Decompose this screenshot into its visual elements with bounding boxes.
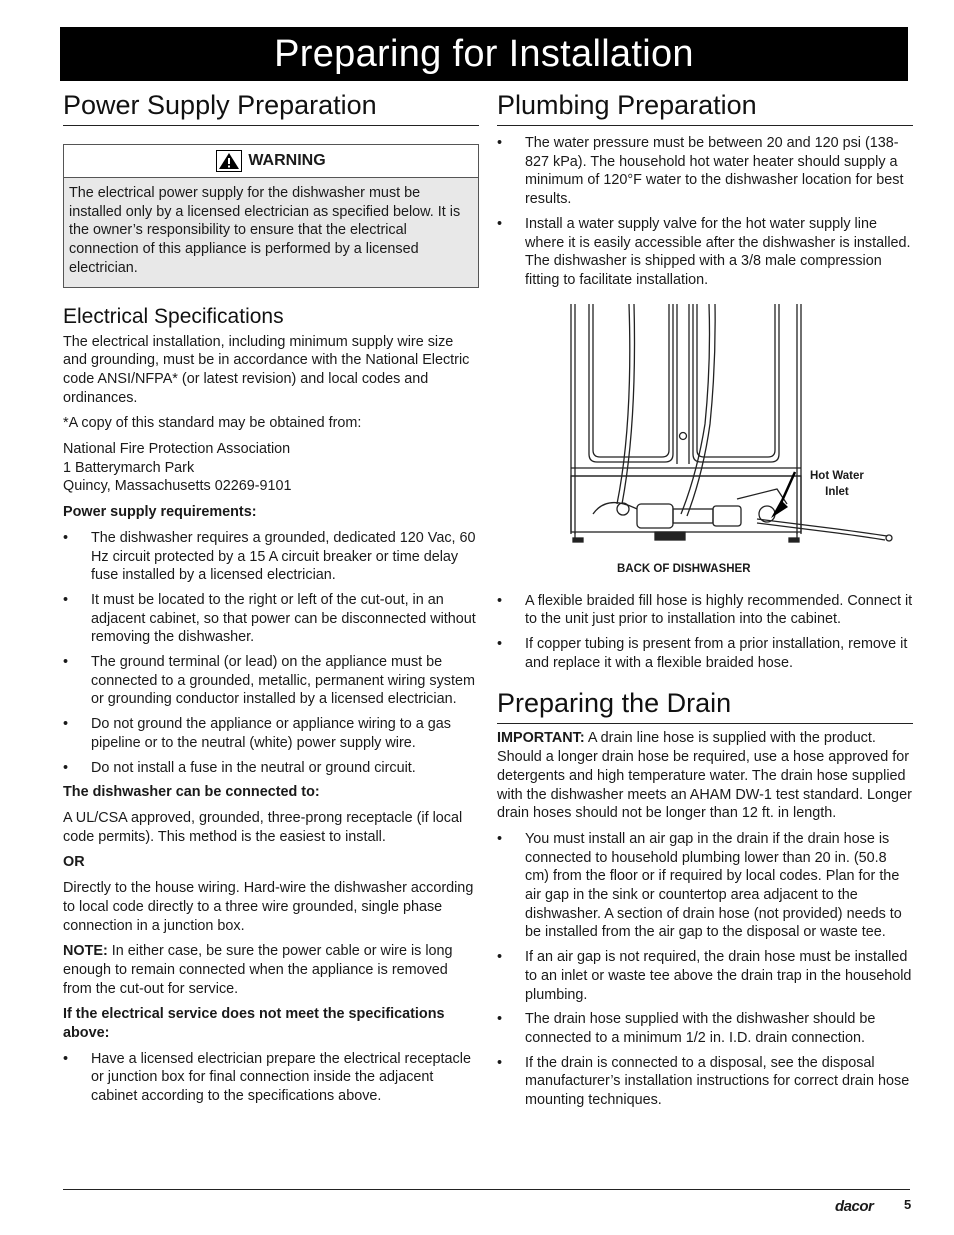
power-supply-heading: Power Supply Preparation — [63, 88, 479, 126]
list-item: • If an air gap is not required, the drain hose must be installed to an inlet or waste tee above the drain trap in the household plumbing. — [497, 948, 913, 1004]
connection-option-hardwire: Directly to the house wiring. Hard-wire the dishwasher according to local code directly to a three wire grounded, single phase connection in a junction box. — [63, 880, 474, 934]
service-list — [63, 1050, 479, 1106]
list-item: • Do not install a fuse in the neutral or ground circuit. — [63, 759, 479, 778]
connection-option-receptacle: A UL/CSA approved, grounded, three-prong receptacle (if local code permits). This method is the easiest to install. — [63, 809, 463, 845]
list-item: • If copper tubing is present from a prior installation, remove it and replace it with a flexible braided hose. — [497, 635, 913, 672]
important-paragraph — [497, 729, 913, 823]
important-text: A drain line hose is supplied with the product. Should a longer drain hose be required, use a hose approved for detergents and high temperature water. The drain hose supplied with the dishwasher meets an AHAM DW-1 test standard. Longer drain hoses should not be longer than 12 ft. in length. — [497, 730, 912, 822]
drain-heading: Preparing the Drain — [497, 686, 913, 724]
power-requirements-heading: Power supply requirements: — [63, 504, 257, 521]
plumbing-heading: Plumbing Preparation — [497, 88, 913, 126]
address-line: 1 Batterymarch Park — [63, 459, 195, 476]
list-item: • A flexible braided fill hose is highly recommended. Connect it to the unit just prior to installation into the cabinet. — [497, 592, 913, 629]
list-item: • If the drain is connected to a disposal, see the disposal manufacturer’s installation instructions for correct drain hose mounting techniques. — [497, 1054, 913, 1110]
service-heading: If the electrical service does not meet the specifications above: — [63, 1006, 445, 1042]
footer-divider — [63, 1189, 910, 1190]
list-item: • The dishwasher requires a grounded, dedicated 120 Vac, 60 Hz circuit protected by a 15 A circuit breaker or time delay fuse installed by a licensed electrician. — [63, 529, 479, 585]
note-label: NOTE: — [63, 943, 108, 960]
nfpa-address — [63, 440, 479, 496]
note-text: In either case, be sure the power cable or wire is long enough to remain connected when the appliance is removed from the cut-out for service. — [63, 943, 453, 997]
hot-water-label-line: Inlet — [825, 485, 849, 498]
dacor-logo: dacor — [835, 1198, 874, 1215]
list-item: • The drain hose supplied with the dishwasher should be connected to a minimum 1/2 in. I.D. drain connection. — [497, 1010, 913, 1047]
left-column — [63, 88, 479, 1112]
drain-list — [497, 830, 913, 1110]
electrical-intro: The electrical installation, including minimum supply wire size and grounding, must be in accordance with the National Electric code ANSI/NFPA* (or latest revision) and local codes and ordinances. — [63, 333, 470, 406]
warning-title: WARNING — [248, 152, 326, 169]
connection-heading: The dishwasher can be connected to: — [63, 784, 320, 801]
warning-triangle-icon — [216, 150, 242, 172]
list-item: • The water pressure must be between 20 and 120 psi (138-827 kPa). The household hot water heater should supply a minimum of 120°F water to the dishwasher location for best results. — [497, 134, 913, 209]
dishwasher-back-figure — [497, 304, 913, 586]
figure-caption: BACK OF DISHWASHER — [617, 562, 751, 575]
right-column — [497, 88, 913, 1116]
warning-text: The electrical power supply for the dishwasher must be installed only by a licensed electrician as specified below. It is the owner’s responsibility to ensure that the electrical connection of this appliance is performed by a licensed electrician. — [64, 178, 478, 287]
hot-water-label-line: Hot Water — [810, 469, 864, 482]
note-paragraph — [63, 942, 479, 998]
page-banner-title: Preparing for Installation — [60, 27, 908, 81]
address-line: Quincy, Massachusetts 02269-9101 — [63, 478, 292, 495]
list-item: • Install a water supply valve for the hot water supply line where it is easily accessible after the dishwasher is installed. The dishwasher is shipped with a 3/8 male compression fitting to facilitate installation. — [497, 215, 913, 290]
electrical-specs-heading: Electrical Specifications — [63, 304, 284, 328]
list-item: • Do not ground the appliance or appliance wiring to a gas pipeline or to the neutral (white) power supply wire. — [63, 715, 479, 752]
list-item: • The ground terminal (or lead) on the appliance must be connected to a grounded, metallic, permanent wiring system or grounding conductor installed by a licensed electrician. — [63, 653, 479, 709]
hose-list — [497, 592, 913, 673]
warning-box — [63, 144, 479, 288]
power-requirements-list — [63, 529, 479, 777]
warning-header — [64, 145, 478, 178]
important-label: IMPORTANT: — [497, 730, 585, 747]
plumbing-list — [497, 134, 913, 290]
list-item: • It must be located to the right or left of the cut-out, in an adjacent cabinet, so that power can be disconnected without removing the dishwasher. — [63, 591, 479, 647]
address-line: National Fire Protection Association — [63, 441, 291, 458]
page-number: 5 — [904, 1197, 912, 1212]
hot-water-inlet-label — [810, 468, 864, 500]
list-item: • Have a licensed electrician prepare the electrical receptacle or junction box for final connection inside the adjacent cabinet according to the specifications above. — [63, 1050, 479, 1106]
dishwasher-back-illustration — [497, 304, 913, 586]
copy-note: *A copy of this standard may be obtained from: — [63, 415, 362, 432]
or-label: OR — [63, 854, 85, 871]
list-item: • You must install an air gap in the drain if the drain hose is connected to household plumbing lower than 20 in. (50.8 cm) from the floor or if required by local codes. Plan for the air gap in the sink or countertop area adjacent to the dishwasher. A section of drain hose (not provided) needs to be installed from the air gap to the disposal or waste tee. — [497, 830, 913, 942]
